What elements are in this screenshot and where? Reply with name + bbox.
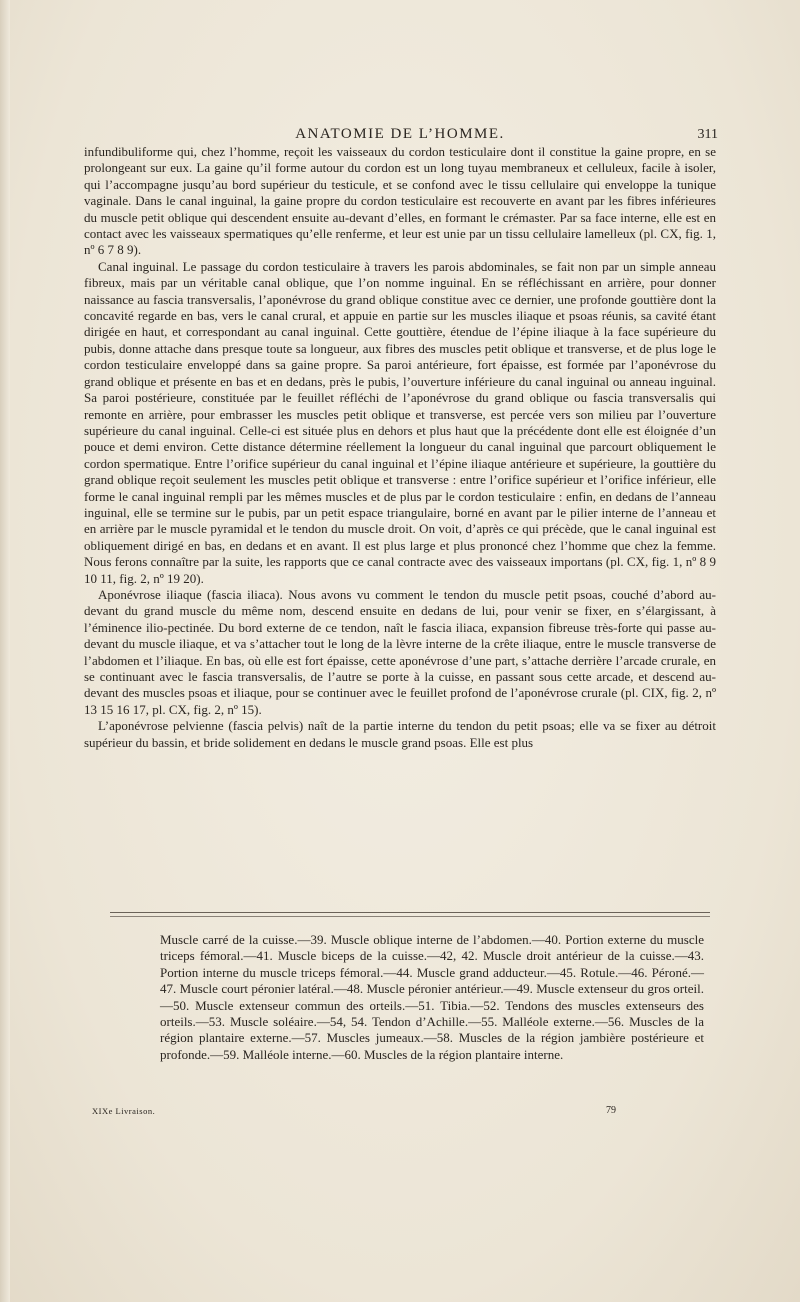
signature-mark: XIXe Livraison. bbox=[92, 1106, 156, 1116]
figure-legend: Muscle carré de la cuisse.—39. Muscle oblique interne de l’abdomen.—40. Portion externe du muscle triceps fémoral.—41. Muscle biceps de la cuisse.—42, 42. Muscle droit antérieur de la cuisse.—43. Portion interne du muscle triceps fémoral.—44. Muscle grand adducteur.—45. Rotule.—46. Péroné.—47. Muscle court péronier latéral.—48. Muscle péronier antérieur.—49. Muscle extenseur du gros orteil.—50. Muscle extenseur commun des orteils.—51. Tibia.—52. Tendons des muscles extenseurs des orteils.—53. Muscle soléaire.—54, 54. Tendon d’Achille.—55. Malléole externe.—56. Muscles de la région plantaire externe.—57. Muscles jumeaux.—58. Muscles de la région jambière postérieure et profonde.—59. Malléole interne.—60. Muscles de la région plantaire interne. bbox=[160, 932, 704, 1062]
paragraph-aponevrose-pelvienne: L’aponévrose pelvienne (fascia pelvis) naît de la partie interne du tendon du petit psoas; elle va se fixer au détroit supérieur du bassin, et bride solidement en dedans le muscle grand psoas. Elle est plus bbox=[84, 718, 716, 750]
page-number: 311 bbox=[697, 127, 718, 142]
header-title: ANATOMIE DE L’HOMME. bbox=[295, 126, 505, 142]
signature-number: 79 bbox=[606, 1105, 616, 1116]
paragraph-gaine-propre: infundibuliforme qui, chez l’homme, reçoit les vaisseaux du cordon testiculaire dont il constitue la gaine propre, en se prolongeant sur eux. La gaine qu’il forme autour du cordon est un long tuyau membraneux et celluleux, facile à isoler, qui l’accompagne jusqu’au bord supérieur du testicule, et se confond avec le tissu cellulaire qui enveloppe la tunique vaginale. Dans le canal inguinal, la gaine propre du cordon testiculaire est recouverte en avant par les fibres inférieures du muscle petit oblique qui descendent ensuite au-devant d’elles, en formant le crémaster. Par sa face interne, elle est en contact avec les vaisseaux spermatiques qu’elle renferme, et leur est unie par un tissu cellulaire lamelleux (pl. CX, fig. 1, nº 6 7 8 9). bbox=[84, 144, 716, 258]
paragraph-aponevrose-iliaque: Aponévrose iliaque (fascia iliaca). Nous avons vu comment le tendon du muscle petit psoas, couché d’abord au-devant du grand muscle du même nom, descend ensuite en dedans de lui, pour venir se fixer, en s’élargissant, à l’éminence ilio-pectinée. Du bord externe de ce tendon, naît le fascia iliaca, expansion fibreuse très-forte qui passe au-devant du muscle iliaque, et va s’attacher tout le long de la lèvre interne de la crête iliaque, entre le muscle transverse de l’abdomen et l’iliaque. En bas, où elle est fort épaisse, cette aponévrose d’une part, s’attache derrière l’arcade crurale, en se continuant avec le fascia transversalis, de l’autre se porte à la cuisse, en passant sous cette arcade, et descend au-devant des muscles psoas et iliaque, pour se continuer avec le feuillet profond de l’aponévrose crurale (pl. CIX, fig. 2, nº 13 15 16 17, pl. CX, fig. 2, nº 15). bbox=[84, 586, 716, 717]
divider-rule bbox=[110, 912, 710, 913]
divider-rule-thin bbox=[110, 916, 710, 917]
body-text bbox=[84, 144, 716, 751]
paragraph-canal-inguinal: Canal inguinal. Le passage du cordon testiculaire à travers les parois abdominales, se fait non par un simple anneau fibreux, mais par un véritable canal oblique, que l’on nomme inguinal. En se réfléchissant en arrière, pour donner naissance au fascia transversalis, l’aponévrose du grand oblique constitue avec ce dernier, une profonde gouttière dont la concavité regarde en bas, vers le canal crural, et appuie en partie sur les muscles iliaque et psoas réunis, sa cavité étant dirigée en haut, et correspondant au canal inguinal. Cette gouttière, étendue de l’épine iliaque à la face supérieure du pubis, donne attache dans presque toute sa longueur, aux fibres des muscles petit oblique et transverse, et de plus loge le cordon testiculaire enveloppé dans sa gaine propre. Sa paroi antérieure, fort épaisse, est formée par l’aponévrose du grand oblique et présente en bas et en dedans, près le pubis, l’ouverture inférieure du canal inguinal ou anneau inguinal. Sa paroi postérieure, constituée par le feuillet réfléchi de l’aponévrose du grand oblique ou fascia transversalis qui remonte en arrière, pour embrasser les muscles petit oblique et transverse, est percée vers son milieu par l’ouverture supérieure du canal inguinal. Celle-ci est située plus en dehors et plus haut que la précédente dont elle est éloignée d’un pouce et demi environ. Cette distance détermine réellement la longueur du canal inguinal que parcourt obliquement le cordon spermatique. Entre l’orifice supérieur du canal inguinal et l’épine iliaque antérieure et supérieure, la gouttière du grand oblique reçoit seulement les muscles petit oblique et transverse : entre l’orifice supérieur et l’orifice inférieur, elle forme le canal inguinal rempli par les mêmes muscles et de plus par le cordon testiculaire : enfin, en dedans de l’anneau inguinal, elle se termine sur le pubis, par un petit espace triangulaire, borné en avant par le pilier interne de l’anneau et en arrière par le muscle pyramidal et le tendon du muscle droit. On voit, d’après ce qui précède, que le canal inguinal est obliquement dirigé en bas, en dedans et en avant. Il est plus large et plus prononcé chez l’homme que chez la femme. Nous ferons connaître par la suite, les rapports que ce canal contracte avec des vaisseaux importans (pl. CX, fig. 1, nº 8 9 10 11, fig. 2, nº 19 20). bbox=[84, 258, 716, 586]
page-gutter-shadow bbox=[0, 0, 10, 1302]
running-header bbox=[84, 126, 716, 146]
